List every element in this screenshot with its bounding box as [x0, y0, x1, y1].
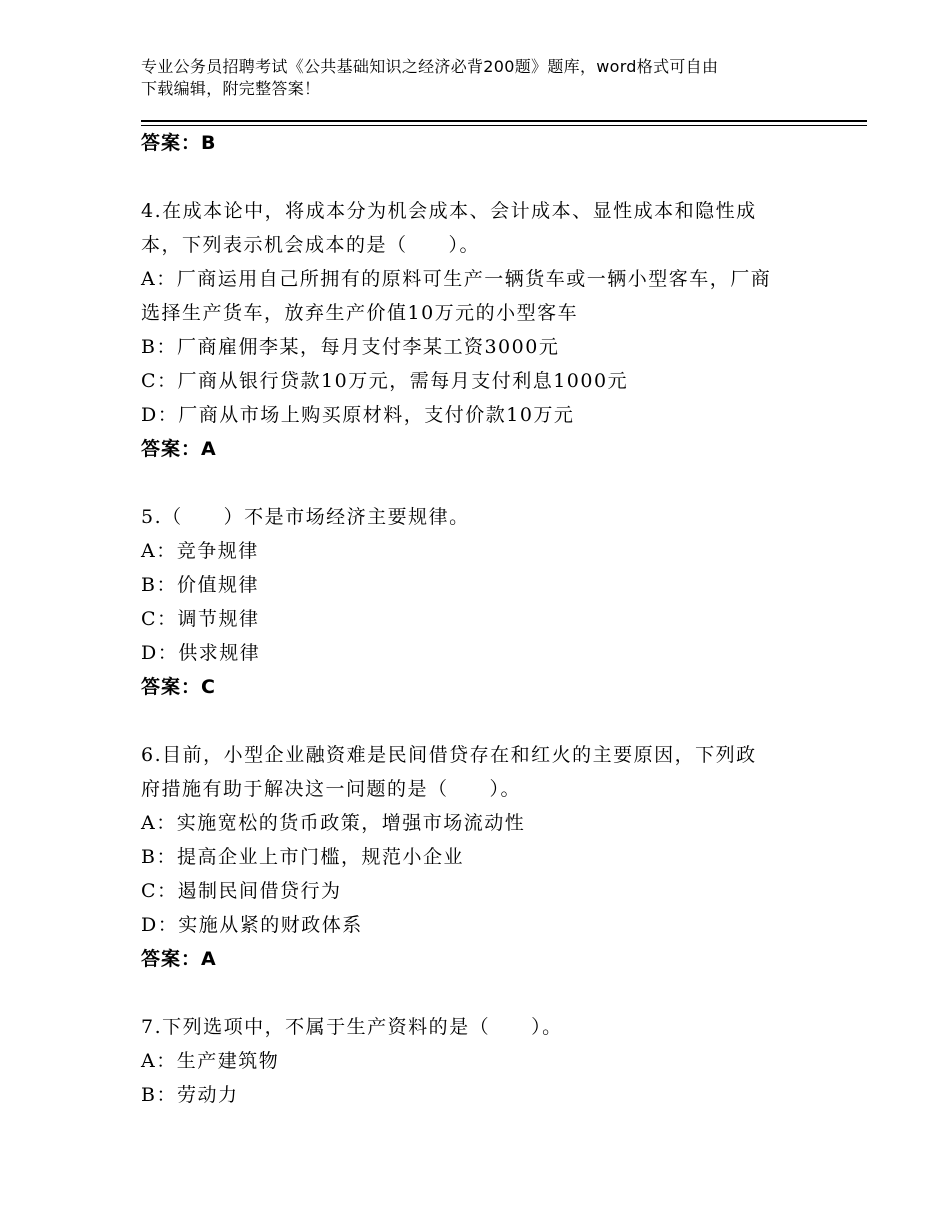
spacer [141, 704, 841, 738]
question-stem-line: 本，下列表示机会成本的是（ ）。 [141, 234, 481, 256]
option-c: C：调节规律 [141, 608, 260, 630]
option-c: C：遏制民间借贷行为 [141, 880, 342, 902]
option-d: D：供求规律 [141, 642, 261, 664]
answer-label: 答案：A [141, 438, 217, 460]
question-stem-line: 5.（ ）不是市场经济主要规律。 [141, 506, 470, 528]
question-6 [141, 738, 841, 976]
option-c: C：厂商从银行贷款10万元，需每月支付利息1000元 [141, 370, 629, 392]
option-a-line-2: 选择生产货车，放弃生产价值10万元的小型客车 [141, 302, 579, 324]
question-stem-line: 7.下列选项中，不属于生产资料的是（ ）。 [141, 1016, 563, 1038]
option-b: B：劳动力 [141, 1084, 239, 1106]
question-stem-line: 4.在成本论中，将成本分为机会成本、会计成本、显性成本和隐性成 [141, 200, 757, 222]
question-stem-line: 6.目前，小型企业融资难是民间借贷存在和红火的主要原因，下列政 [141, 744, 757, 766]
previous-answer: 答案：B [141, 132, 217, 154]
question-7 [141, 1010, 841, 1112]
question-5 [141, 500, 841, 704]
header-line-1: 专业公务员招聘考试《公共基础知识之经济必背200题》题库，word格式可自由 [141, 57, 719, 76]
document-header [141, 56, 811, 100]
spacer [141, 160, 841, 194]
option-d: D：实施从紧的财政体系 [141, 914, 363, 936]
option-b: B：提高企业上市门槛，规范小企业 [141, 846, 464, 868]
answer-label: 答案：A [141, 948, 217, 970]
option-d: D：厂商从市场上购买原材料，支付价款10万元 [141, 404, 575, 426]
option-a: A：实施宽松的货币政策，增强市场流动性 [141, 812, 526, 834]
header-line-2: 下载编辑，附完整答案！ [141, 79, 321, 98]
spacer [141, 466, 841, 500]
option-a: A：生产建筑物 [141, 1050, 280, 1072]
question-list [141, 126, 841, 1112]
question-stem-line: 府措施有助于解决这一问题的是（ ）。 [141, 778, 522, 800]
option-a-line-1: A：厂商运用自己所拥有的原料可生产一辆货车或一辆小型客车，厂商 [141, 268, 772, 290]
answer-label: 答案：C [141, 676, 216, 698]
option-a: A：竞争规律 [141, 540, 259, 562]
option-b: B：价值规律 [141, 574, 259, 596]
question-4 [141, 194, 841, 466]
spacer [141, 976, 841, 1010]
header-rule-thick [141, 120, 867, 122]
option-b: B：厂商雇佣李某，每月支付李某工资3000元 [141, 336, 560, 358]
